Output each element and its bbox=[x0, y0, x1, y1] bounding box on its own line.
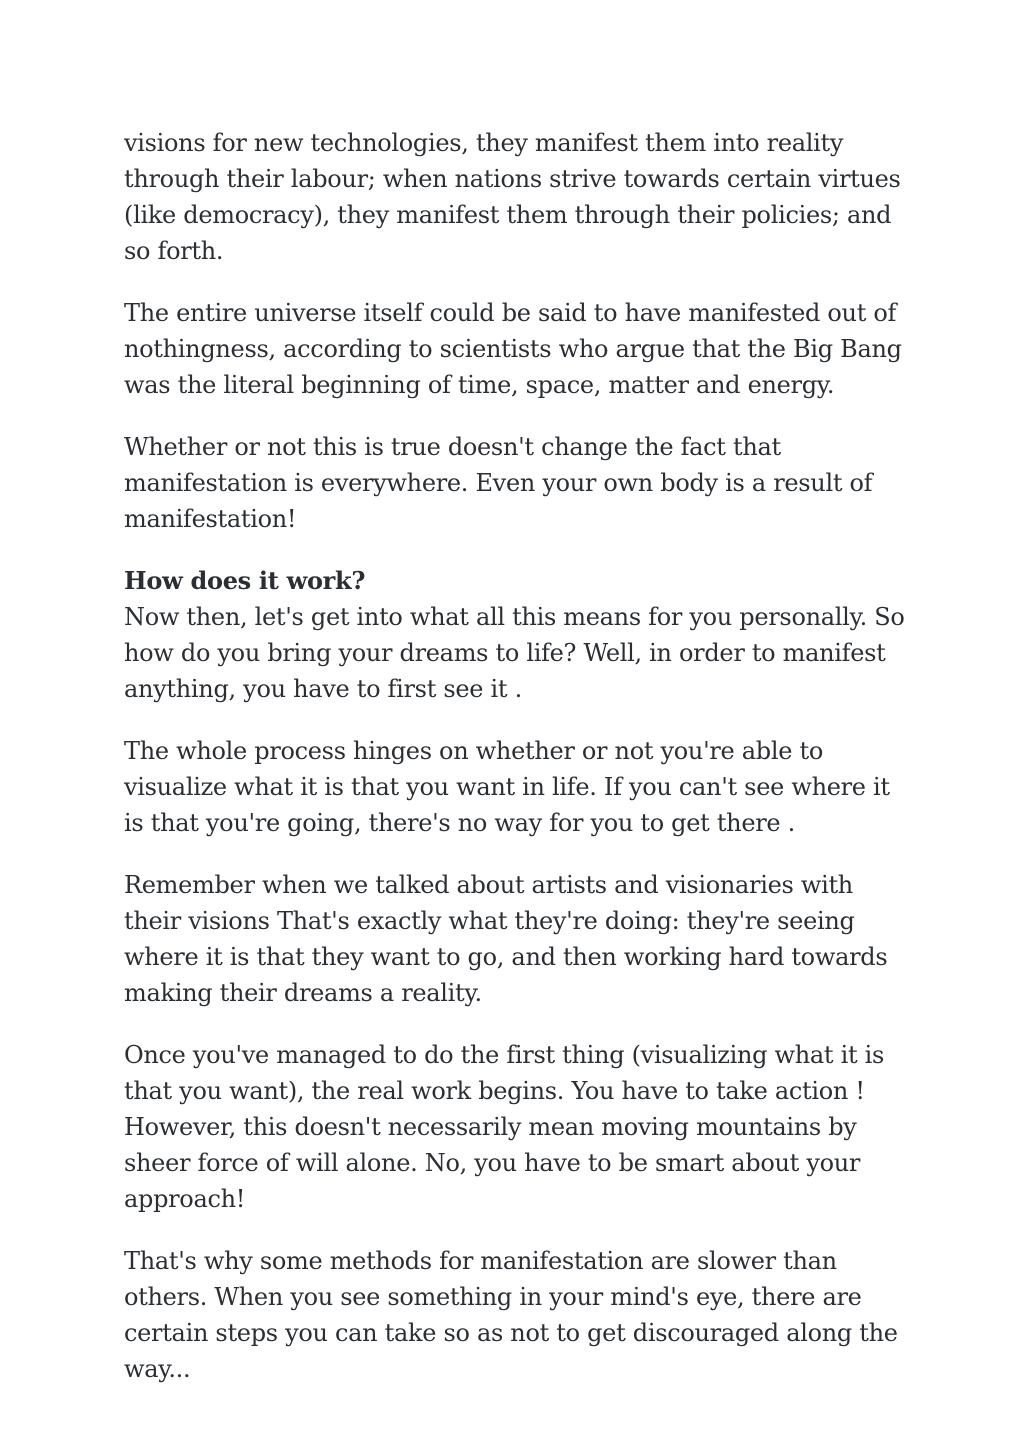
document-page bbox=[124, 125, 914, 1413]
paragraph-visualize: The whole process hinges on whether or not you're able to visualize what it is that you want in life. If you can't see where it is that you're going, there's no way for you to get there . bbox=[124, 737, 890, 837]
paragraph-artists-visionaries: Remember when we talked about artists and visionaries with their visions That's exactly what they're doing: they're seeing where it is that they want to go, and then working hard towards making their dreams a reality. bbox=[124, 871, 888, 1007]
paragraph-manifestation-everywhere: Whether or not this is true doesn't change the fact that manifestation is everywhere. Even your own body is a result of manifestation! bbox=[124, 433, 873, 533]
paragraph-take-action: Once you've managed to do the first thing (visualizing what it is that you want), the real work begins. You have to take action ! However, this doesn't necessarily mean moving mountains by sheer force of will alone. No, you have to be smart about your approach! bbox=[124, 1041, 885, 1213]
paragraph-methods: That's why some methods for manifestation are slower than others. When you see something in your mind's eye, there are certain steps you can take so as not to get discouraged along the way... bbox=[124, 1247, 898, 1383]
paragraph-manifest-visions: visions for new technologies, they manifest them into reality through their labour; when nations strive towards certain virtues (like democracy), they manifest them through their policies; and so forth. bbox=[124, 129, 901, 265]
paragraph-how-to-bring-dreams: Now then, let's get into what all this means for you personally. So how do you bring your dreams to life? Well, in order to manifest anything, you have to first see it . bbox=[124, 603, 905, 703]
paragraph-universe: The entire universe itself could be said to have manifested out of nothingness, according to scientists who argue that the Big Bang was the literal beginning of time, space, matter and energy. bbox=[124, 299, 902, 399]
section-heading: How does it work? bbox=[124, 566, 366, 595]
